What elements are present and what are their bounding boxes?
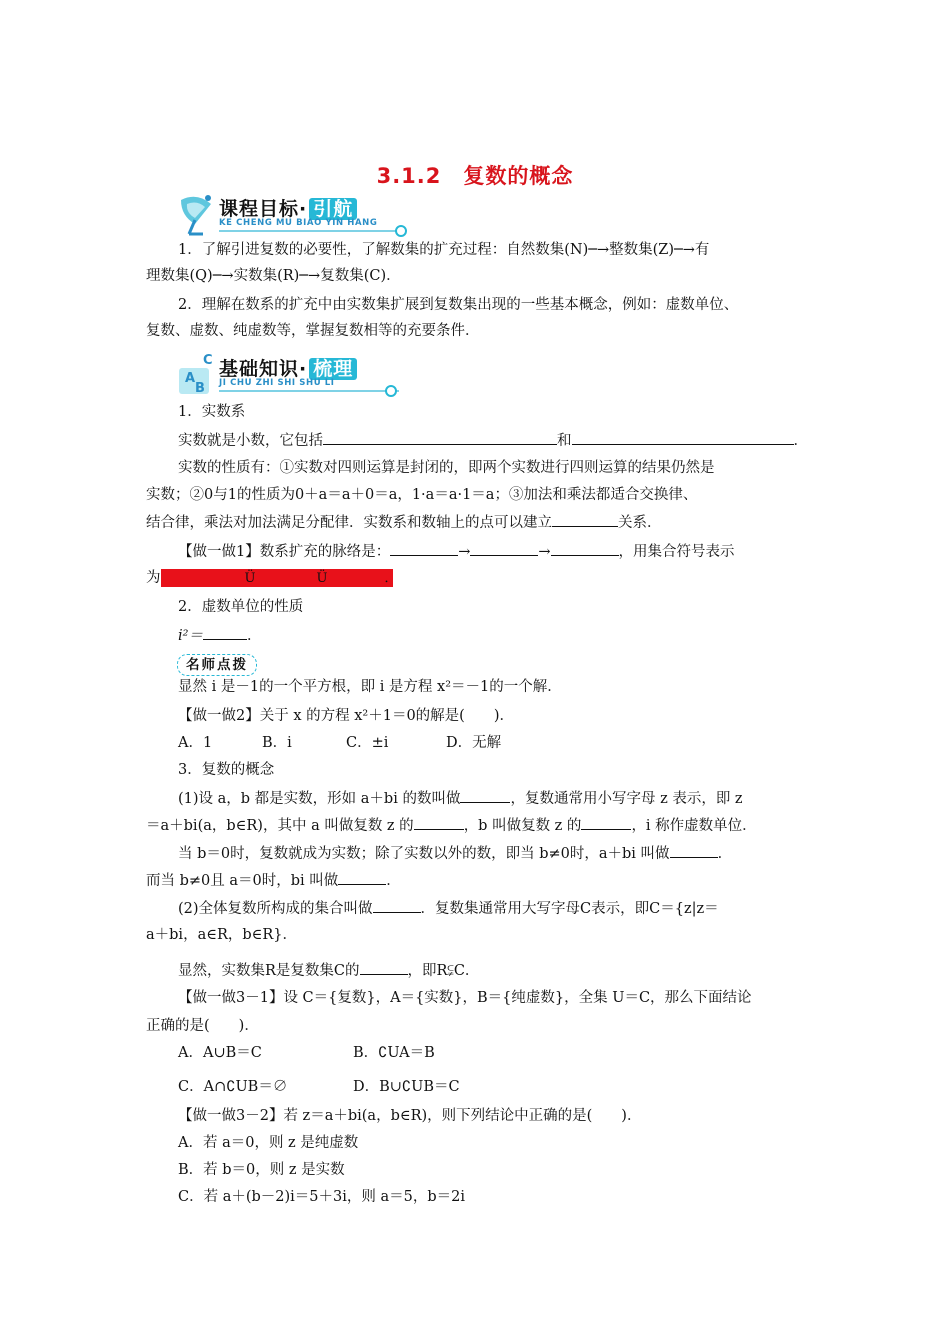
abc-blocks-icon xyxy=(175,350,225,398)
svg-text:B: B xyxy=(195,381,205,396)
banner-course-goals xyxy=(175,190,415,238)
answer-blank[interactable] xyxy=(360,960,408,975)
section-3-line-5: (2)全体复数所构成的集合叫做 ．复数集通常用大写字母C表示，即C＝{z|z＝ xyxy=(178,898,719,919)
exercise-3-1-options-row-2 xyxy=(178,1077,460,1097)
exercise-3-1-line-1: 【做一做3－1】设 C＝{复数}，A＝{实数}，B＝{纯虚数}，全集 U＝C，那么下面结论 xyxy=(178,990,752,1006)
section-3-line-3: 当 b＝0时，复数就成为实数；除了实数以外的数，即当 b≠0时，a＋bi 叫做 ． xyxy=(178,843,732,864)
exercise-3-2-question: 【做一做3－2】若 z＝a＋bi(a，b∈R)，则下列结论中正确的是( )． xyxy=(178,1108,642,1124)
answer-blank[interactable] xyxy=(338,870,386,885)
answer-blank[interactable] xyxy=(470,541,538,556)
option-b[interactable]: B．若 b＝0，则 z 是实数 xyxy=(178,1162,345,1178)
section-3-line-7: 显然，实数集R是复数集C的 ，即R⫋C． xyxy=(178,960,479,981)
option-c[interactable]: C．A∩∁UB＝∅ xyxy=(178,1079,288,1095)
section-1-line-3: 实数；②0与1的性质为0＋a＝a＋0＝a，1·a＝a·1＝a；③加法和乘法都适合交换律、 xyxy=(146,487,698,503)
answer-blank[interactable] xyxy=(581,815,631,830)
option-d[interactable]: D．无解 xyxy=(446,735,502,751)
option-c[interactable]: C．±i xyxy=(346,735,389,751)
section-1-line-2: 实数的性质有：①实数对四则运算是封闭的，即两个实数进行四则运算的结果仍然是 xyxy=(178,460,715,476)
svg-text:C: C xyxy=(203,353,213,368)
tip-note: 显然 i 是－1的一个平方根，即 i 是方程 x²＝－1的一个解． xyxy=(178,679,562,695)
option-c[interactable]: C．若 a＋(b－2)i＝5＋3i，则 a＝5，b＝2i xyxy=(178,1189,466,1205)
banner-dot xyxy=(395,225,407,237)
answer-blank[interactable] xyxy=(390,541,458,556)
option-a[interactable]: A．A∪B＝C xyxy=(178,1045,262,1061)
exercise-2-question: 【做一做2】关于 x 的方程 x²＋1＝0的解是( )． xyxy=(178,708,514,724)
option-d[interactable]: D．B∪∁UB＝C xyxy=(353,1079,460,1095)
section-2-heading: 2．虚数单位的性质 xyxy=(178,599,304,615)
redacted-answer-bar: Ü Ü ． xyxy=(161,569,393,587)
section-3-line-1: (1)设 a，b 都是实数，形如 a＋bi 的数叫做 ，复数通常用小写字母 z 表示，即 z xyxy=(178,788,743,809)
banner-basic-knowledge xyxy=(175,350,415,398)
banner-subtitle: KE CHENG MU BIAO YIN HANG xyxy=(219,218,378,228)
goal-2-line-2: 复数、虚数、纯虚数等，掌握复数相等的充要条件． xyxy=(146,323,480,339)
goal-1-line-1: 1．了解引进复数的必要性，了解数集的扩充过程：自然数集(N)─→整数集(Z)─→有 xyxy=(178,242,710,258)
banner-title: 课程目标· 引航 xyxy=(219,194,357,221)
section-3-line-6: a＋bi，a∈R，b∈R}． xyxy=(146,927,298,943)
svg-text:A: A xyxy=(185,371,196,386)
section-1-line-4: 结合律，乘法对加法满足分配律．实数系和数轴上的点可以建立 关系． xyxy=(146,512,662,533)
answer-blank[interactable] xyxy=(323,430,557,445)
banner-rule xyxy=(219,230,399,232)
answer-blank[interactable] xyxy=(551,541,619,556)
exercise-1-line-1: 【做一做1】数系扩充的脉络是： → → ，用集合符号表示 xyxy=(178,541,735,562)
banner-subtitle: JI CHU ZHI SHI SHU LI xyxy=(219,378,335,388)
section-2-formula: i²＝ ． xyxy=(178,625,261,646)
option-b[interactable]: B．∁UA＝B xyxy=(353,1045,435,1061)
banner-rule xyxy=(219,390,399,392)
answer-blank[interactable] xyxy=(670,843,718,858)
exercise-3-1-line-2: 正确的是( )． xyxy=(146,1018,259,1034)
answer-blank[interactable] xyxy=(373,898,421,913)
section-3-heading: 3．复数的概念 xyxy=(178,762,275,778)
option-a[interactable]: A．若 a＝0，则 z 是纯虚数 xyxy=(178,1135,359,1151)
satellite-dish-icon xyxy=(175,190,225,238)
option-b[interactable]: B．i xyxy=(262,735,292,751)
answer-blank[interactable] xyxy=(572,430,794,445)
option-a[interactable]: A．1 xyxy=(178,735,213,751)
goal-1-line-2: 理数集(Q)─→实数集(R)─→复数集(C)． xyxy=(146,268,401,284)
page-title: 3.1.2 复数的概念 xyxy=(376,164,574,188)
banner-dot xyxy=(385,385,397,397)
section-3-line-2: ＝a＋bi(a，b∈R)，其中 a 叫做复数 z 的 ，b 叫做复数 z 的 ，i 称作虚数单位． xyxy=(146,815,757,836)
exercise-3-1-options-row-1 xyxy=(178,1043,435,1063)
section-3-line-4: 而当 b≠0且 a＝0时，bi 叫做 ． xyxy=(146,870,401,891)
section-1-line-1: 实数就是小数，它包括 和 ． xyxy=(178,430,808,451)
answer-blank[interactable] xyxy=(552,512,618,527)
answer-blank[interactable] xyxy=(203,625,247,640)
tip-badge: 名师点拨 xyxy=(177,654,257,676)
answer-blank[interactable] xyxy=(414,815,464,830)
answer-blank[interactable] xyxy=(460,788,510,803)
exercise-2-options xyxy=(178,733,501,753)
exercise-1-line-2: 为 Ü Ü ． xyxy=(146,570,398,586)
banner-title: 基础知识· 梳理 xyxy=(219,354,357,381)
section-1-heading: 1．实数系 xyxy=(178,404,246,420)
goal-2-line-1: 2．理解在数系的扩充中由实数集扩展到复数集出现的一些基本概念，例如：虚数单位、 xyxy=(178,297,739,313)
